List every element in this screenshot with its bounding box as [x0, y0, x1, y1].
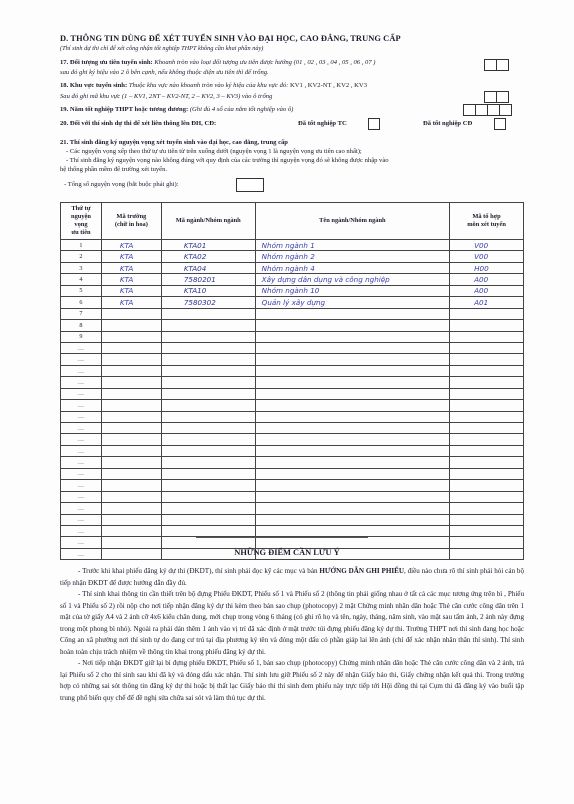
- q18-desc: Thuộc khu vực nào khoanh tròn vào ký hiệu của khu vực đó:: [127, 82, 289, 89]
- school-code-cell[interactable]: [101, 423, 161, 434]
- subject-combo-cell[interactable]: [450, 480, 524, 491]
- school-code-cell[interactable]: KTA: [101, 240, 161, 251]
- subject-combo-cell[interactable]: [450, 354, 524, 365]
- school-code-cell[interactable]: [101, 457, 161, 468]
- q18-options: KV1 , KV2-NT , KV2 , KV3: [288, 82, 367, 89]
- school-code-cell[interactable]: [101, 537, 161, 548]
- major-name-cell[interactable]: Nhóm ngành 10: [255, 285, 449, 296]
- subject-combo-cell[interactable]: [450, 342, 524, 353]
- col-header-subject-combo: Mã tổ hợp môn xét tuyển: [450, 203, 524, 240]
- priority-cell: 9: [61, 331, 102, 342]
- section-title: D. THÔNG TIN DÙNG ĐỂ XÉT TUYỂN SINH VÀO ĐẠI HỌC, CAO ĐẲNG, TRUNG CẤP: [60, 34, 401, 43]
- subject-combo-cell[interactable]: [450, 491, 524, 502]
- col-header-major-name: Tên ngành/Nhóm ngành: [255, 203, 449, 240]
- priority-cell: 8: [61, 320, 102, 331]
- table-row: [61, 285, 524, 296]
- table-row: [61, 491, 524, 502]
- major-name-cell[interactable]: [255, 308, 449, 319]
- school-code-cell[interactable]: [101, 354, 161, 365]
- table-row: [61, 445, 524, 456]
- major-name-cell[interactable]: [255, 525, 449, 536]
- col-header-major-code: Mã ngành/Nhóm ngành: [161, 203, 255, 240]
- major-name-cell[interactable]: [255, 388, 449, 399]
- major-name-cell[interactable]: [255, 491, 449, 502]
- subject-combo-cell[interactable]: [450, 388, 524, 399]
- major-code-cell[interactable]: [161, 514, 255, 525]
- school-code-cell[interactable]: [101, 411, 161, 422]
- priority-cell: …: [61, 377, 102, 388]
- q19-input-boxes[interactable]: [464, 104, 512, 116]
- major-code-cell[interactable]: [161, 342, 255, 353]
- q21-line2: - Thí sinh đăng ký nguyện vọng nào không đúng với quy định của các trường thì nguyện vọng đó sẽ không được nhập vào: [66, 157, 389, 164]
- major-name-cell[interactable]: [255, 457, 449, 468]
- subject-combo-cell[interactable]: [450, 457, 524, 468]
- major-code-cell[interactable]: [161, 445, 255, 456]
- major-name-cell[interactable]: [255, 480, 449, 491]
- priority-cell: 5: [61, 285, 102, 296]
- major-name-cell[interactable]: [255, 365, 449, 376]
- major-code-cell[interactable]: [161, 400, 255, 411]
- table-row: [61, 503, 524, 514]
- major-name-cell[interactable]: [255, 468, 449, 479]
- major-code-cell[interactable]: [161, 525, 255, 536]
- subject-combo-cell[interactable]: [450, 365, 524, 376]
- subject-combo-cell[interactable]: [450, 400, 524, 411]
- notes-body: [60, 566, 524, 704]
- table-row: [61, 525, 524, 536]
- school-code-cell[interactable]: [101, 342, 161, 353]
- table-row: [61, 537, 524, 548]
- subject-combo-cell[interactable]: [450, 525, 524, 536]
- subject-combo-cell[interactable]: [450, 308, 524, 319]
- section-subtitle: (Thí sinh dự thi chỉ để xét công nhận tốt nghiệp THPT không cần khai phần này): [60, 45, 264, 52]
- table-row: [61, 514, 524, 525]
- table-row: [61, 331, 524, 342]
- priority-cell: 7: [61, 308, 102, 319]
- major-name-cell[interactable]: [255, 423, 449, 434]
- table-row: [61, 468, 524, 479]
- major-code-cell[interactable]: [161, 388, 255, 399]
- priority-cell: …: [61, 525, 102, 536]
- major-code-cell[interactable]: [161, 320, 255, 331]
- table-row: [61, 388, 524, 399]
- table-row: [61, 354, 524, 365]
- school-code-cell[interactable]: [101, 365, 161, 376]
- school-code-cell[interactable]: [101, 525, 161, 536]
- q20-opt1-checkbox[interactable]: [368, 118, 380, 130]
- wishes-table: [60, 202, 524, 560]
- major-code-cell[interactable]: [161, 480, 255, 491]
- major-name-cell[interactable]: [255, 503, 449, 514]
- major-code-cell[interactable]: [161, 308, 255, 319]
- major-name-cell[interactable]: [255, 411, 449, 422]
- col-header-school-code: Mã trường (chữ in hoa): [101, 203, 161, 240]
- priority-cell: …: [61, 514, 102, 525]
- table-row: [61, 423, 524, 434]
- priority-cell: 6: [61, 297, 102, 308]
- table-row: [61, 320, 524, 331]
- divider: [196, 537, 368, 538]
- major-name-cell[interactable]: Xây dựng dân dụng và công nghiệp: [255, 274, 449, 285]
- school-code-cell[interactable]: KTA: [101, 274, 161, 285]
- priority-cell: …: [61, 468, 102, 479]
- subject-combo-cell[interactable]: A00: [450, 274, 524, 285]
- major-code-cell[interactable]: [161, 411, 255, 422]
- major-code-cell[interactable]: [161, 423, 255, 434]
- major-code-cell[interactable]: KTA04: [161, 262, 255, 273]
- major-name-cell[interactable]: [255, 400, 449, 411]
- subject-combo-cell[interactable]: [450, 331, 524, 342]
- q17-note: sau đó ghi ký hiệu vào 2 ô bên cạnh, nếu không thuộc diện ưu tiên thì để trống.: [60, 69, 269, 76]
- major-name-cell[interactable]: [255, 342, 449, 353]
- subject-combo-cell[interactable]: [450, 537, 524, 548]
- priority-cell: …: [61, 548, 102, 559]
- q19-label: 19. Năm tốt nghiệp THPT hoặc tương đương:: [60, 106, 189, 113]
- major-name-cell[interactable]: Nhóm ngành 4: [255, 262, 449, 273]
- school-code-cell[interactable]: [101, 320, 161, 331]
- priority-cell: …: [61, 480, 102, 491]
- subject-combo-cell[interactable]: A00: [450, 285, 524, 296]
- major-code-cell[interactable]: [161, 503, 255, 514]
- major-name-cell[interactable]: [255, 434, 449, 445]
- school-code-cell[interactable]: [101, 331, 161, 342]
- major-code-cell[interactable]: [161, 377, 255, 388]
- major-name-cell[interactable]: [255, 354, 449, 365]
- table-row: [61, 240, 524, 251]
- major-name-cell[interactable]: [255, 331, 449, 342]
- table-row: [61, 251, 524, 262]
- school-code-cell[interactable]: [101, 377, 161, 388]
- subject-combo-cell[interactable]: [450, 514, 524, 525]
- q18-label: 18. Khu vực tuyển sinh:: [60, 82, 128, 89]
- school-code-cell[interactable]: [101, 468, 161, 479]
- table-row: [61, 262, 524, 273]
- q18-line: [60, 82, 367, 89]
- q17-line: [60, 59, 375, 66]
- priority-cell: 3: [61, 262, 102, 273]
- table-row: [61, 377, 524, 388]
- priority-cell: 2: [61, 251, 102, 262]
- q20-opt2-label: Đã tốt nghiệp CĐ: [423, 120, 473, 127]
- priority-cell: …: [61, 354, 102, 365]
- q17-input-boxes[interactable]: [485, 59, 509, 71]
- q20-line: [60, 120, 216, 127]
- major-code-cell[interactable]: KTA01: [161, 240, 255, 251]
- table-row: [61, 308, 524, 319]
- school-code-cell[interactable]: [101, 388, 161, 399]
- subject-combo-cell[interactable]: H00: [450, 262, 524, 273]
- school-code-cell[interactable]: KTA: [101, 297, 161, 308]
- q19-note: (Ghi đủ 4 số của năm tốt nghiệp vào ô): [188, 106, 294, 113]
- school-code-cell[interactable]: KTA: [101, 262, 161, 273]
- q17-label: 17. Đối tượng ưu tiên tuyển sinh:: [60, 59, 153, 66]
- q17-desc: Khoanh tròn vào loại đối tượng ưu tiên được hưởng (01 , 02 , 03 , 04 , 05 , 06 , 07 ): [152, 59, 376, 66]
- school-code-cell[interactable]: [101, 445, 161, 456]
- q18-note: Sau đó ghi mã khu vực (1 – KV1, 2NT – KV2-NT, 2 – KV2, 3 – KV3) vào ô trống: [60, 93, 273, 100]
- note-paragraph-2: - Thí sinh khai thông tin cần thiết trên bộ đựng Phiếu ĐKDT, Phiếu số 1 và Phiếu số 2 (thông tin phải giống nhau ở tất cả các mục tương ứng trên bì , Phiếu số 1 và Phiếu số 2) rồi nộp cho nơi tiếp nhận đăng ký dự thi kèm theo bản sao chụp (photocopy) 2 mặt Chứng minh nhân dân hoặc Thẻ căn cước công dân trên 1 mặt của tờ giấy A4 và 2 ảnh cỡ 4x6 kiểu chân dung, mới chụp trong vòng 6 tháng (có ghi rõ họ và tên, ngày, tháng, năm sinh, vào mặt sau tấm ảnh, 2 ảnh này đựng trong một phong bì nhỏ). Ngoài ra phải dán thêm 1 ảnh vào vị trí đã xác định ở mặt trước túi đựng phiếu đăng ký dự thi. Trường THPT nơi thí sinh đang học hoặc Công an xã phường nơi thí sinh tự do đang cư trú tại địa phương ký tên và đóng một dấu có phần giáp lai lên ảnh (chỉ để xác nhận nhân thân thí sinh). Thí sinh hoàn toàn chịu trách nhiệm về thông tin khai trong phiếu đăng ký dự thi.: [60, 590, 524, 656]
- major-name-cell[interactable]: Quản lý xây dựng: [255, 297, 449, 308]
- subject-combo-cell[interactable]: V00: [450, 251, 524, 262]
- total-wishes-box[interactable]: [236, 178, 264, 192]
- major-code-cell[interactable]: KTA10: [161, 285, 255, 296]
- q18-input-boxes[interactable]: [485, 91, 509, 103]
- priority-cell: …: [61, 457, 102, 468]
- school-code-cell[interactable]: [101, 514, 161, 525]
- major-code-cell[interactable]: [161, 331, 255, 342]
- subject-combo-cell[interactable]: V00: [450, 240, 524, 251]
- major-name-cell[interactable]: Nhóm ngành 2: [255, 251, 449, 262]
- subject-combo-cell[interactable]: [450, 468, 524, 479]
- col-header-priority: Thứ tự nguyện vọng ưu tiên: [61, 203, 102, 240]
- major-code-cell[interactable]: [161, 434, 255, 445]
- major-code-cell[interactable]: 7580302: [161, 297, 255, 308]
- school-code-cell[interactable]: [101, 480, 161, 491]
- major-code-cell[interactable]: [161, 365, 255, 376]
- major-code-cell[interactable]: 7580201: [161, 274, 255, 285]
- subject-combo-cell[interactable]: A01: [450, 297, 524, 308]
- table-row: [61, 365, 524, 376]
- subject-combo-cell[interactable]: [450, 434, 524, 445]
- priority-cell: 1: [61, 240, 102, 251]
- note-paragraph-3: - Nơi tiếp nhận ĐKDT giữ lại bì đựng phiếu ĐKDT, Phiếu số 1, bản sao chụp (photocopy) Chứng minh nhân dân hoặc Thẻ căn cước công dân và 2 ảnh, trả lại Phiếu số 2 cho thí sinh sau khi đã ký và đóng dấu xác nhận. Thí sinh lưu giữ Phiếu số 2 này để nhận Giấy báo thi, Giấy chứng nhận kết quả thi. Trong trường hợp có những sai sót thông tin đăng ký dự thi hoặc bị thất lạc Giấy báo thi thí sinh đem phiếu này trực tiếp tới Hội đồng thi tại Cụm thi đã đăng ký vào buổi tập trung phổ biến quy chế để đề nghị sửa chữa sai sót và làm thủ tục dự thi.: [60, 659, 524, 702]
- school-code-cell[interactable]: KTA: [101, 285, 161, 296]
- table-row: [61, 411, 524, 422]
- major-name-cell[interactable]: [255, 377, 449, 388]
- school-code-cell[interactable]: [101, 400, 161, 411]
- subject-combo-cell[interactable]: [450, 320, 524, 331]
- school-code-cell[interactable]: [101, 308, 161, 319]
- major-name-cell[interactable]: [255, 445, 449, 456]
- subject-combo-cell[interactable]: [450, 503, 524, 514]
- priority-cell: …: [61, 423, 102, 434]
- q19-line: [60, 106, 293, 113]
- school-code-cell[interactable]: KTA: [101, 251, 161, 262]
- school-code-cell[interactable]: [101, 503, 161, 514]
- q20-opt2-checkbox[interactable]: [494, 118, 506, 130]
- subject-combo-cell[interactable]: [450, 377, 524, 388]
- major-name-cell[interactable]: [255, 537, 449, 548]
- priority-cell: …: [61, 400, 102, 411]
- table-row: [61, 457, 524, 468]
- priority-cell: …: [61, 503, 102, 514]
- table-row: [61, 434, 524, 445]
- table-row: [61, 297, 524, 308]
- table-row: [61, 480, 524, 491]
- q21-line1: - Các nguyện vọng xếp theo thứ tự ưu tiên từ trên xuống dưới (nguyện vọng 1 là nguyện vọng ưu tiên cao nhất);: [66, 148, 362, 155]
- notes-title: NHỮNG ĐIỂM CẦN LƯU Ý: [234, 548, 340, 557]
- q20-label: 20. Đối với thí sinh dự thi để xét liên thông lên ĐH, CĐ:: [60, 120, 217, 127]
- priority-cell: …: [61, 537, 102, 548]
- school-code-cell[interactable]: [101, 491, 161, 502]
- major-code-cell[interactable]: [161, 457, 255, 468]
- subject-combo-cell[interactable]: [450, 423, 524, 434]
- subject-combo-cell[interactable]: [450, 411, 524, 422]
- priority-cell: …: [61, 491, 102, 502]
- major-code-cell[interactable]: [161, 354, 255, 365]
- major-code-cell[interactable]: [161, 468, 255, 479]
- major-code-cell[interactable]: [161, 491, 255, 502]
- priority-cell: …: [61, 411, 102, 422]
- table-row: [61, 274, 524, 285]
- subject-combo-cell[interactable]: [450, 445, 524, 456]
- priority-cell: 4: [61, 274, 102, 285]
- priority-cell: …: [61, 388, 102, 399]
- table-row: [61, 400, 524, 411]
- q21-line3: hệ thống phần mềm để trường xét tuyển.: [60, 166, 168, 173]
- priority-cell: …: [61, 365, 102, 376]
- school-code-cell[interactable]: [101, 434, 161, 445]
- table-row: [61, 342, 524, 353]
- q20-opt1-label: Đã tốt nghiệp TC: [298, 120, 347, 127]
- q21-line4: - Tổng số nguyện vọng (bắt buộc phải ghi):: [64, 181, 179, 188]
- table-header-row: [61, 203, 524, 240]
- note-paragraph-1: - Trước khi khai phiếu đăng ký dự thi (ĐKDT), thí sinh phải đọc kỹ các mục và bản HƯỚNG DẪN GHI PHIẾU, điều nào chưa rõ thí sinh phải hỏi cán bộ tiếp nhận ĐKDT để được hướng dẫn đầy đủ.: [60, 567, 524, 587]
- priority-cell: …: [61, 342, 102, 353]
- priority-cell: …: [61, 445, 102, 456]
- q21-label: 21. Thí sinh đăng ký nguyện vọng xét tuyển sinh vào đại học, cao đẳng, trung cấp: [60, 139, 288, 146]
- major-code-cell[interactable]: [161, 537, 255, 548]
- major-name-cell[interactable]: [255, 320, 449, 331]
- major-name-cell[interactable]: Nhóm ngành 1: [255, 240, 449, 251]
- major-name-cell[interactable]: [255, 514, 449, 525]
- major-code-cell[interactable]: KTA02: [161, 251, 255, 262]
- priority-cell: …: [61, 434, 102, 445]
